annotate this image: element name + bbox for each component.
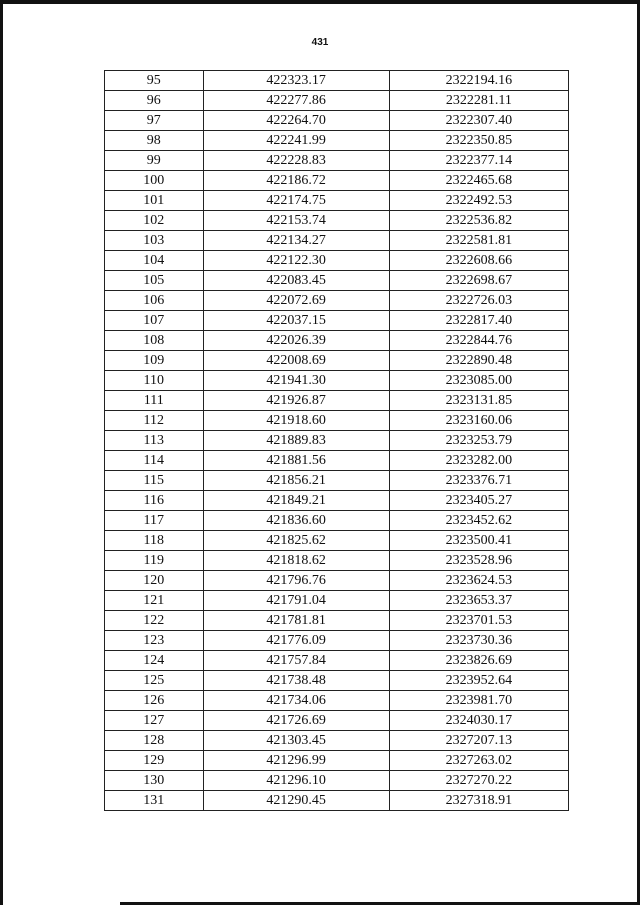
- northing-cell: 2327270.22: [389, 771, 568, 791]
- easting-cell: 422323.17: [203, 71, 389, 91]
- northing-cell: 2322844.76: [389, 331, 568, 351]
- easting-cell: 421836.60: [203, 511, 389, 531]
- table-row: [105, 591, 569, 611]
- point-number-cell: 118: [105, 531, 204, 551]
- easting-cell: 421918.60: [203, 411, 389, 431]
- table-row: [105, 151, 569, 171]
- easting-cell: 422174.75: [203, 191, 389, 211]
- point-number-cell: 128: [105, 731, 204, 751]
- northing-cell: 2323826.69: [389, 651, 568, 671]
- scan-border-top: [0, 0, 640, 4]
- point-number-cell: 117: [105, 511, 204, 531]
- table-row: [105, 531, 569, 551]
- easting-cell: 421791.04: [203, 591, 389, 611]
- point-number-cell: 122: [105, 611, 204, 631]
- northing-cell: 2322890.48: [389, 351, 568, 371]
- table-row: [105, 391, 569, 411]
- easting-cell: 421881.56: [203, 451, 389, 471]
- easting-cell: 421738.48: [203, 671, 389, 691]
- easting-cell: 422186.72: [203, 171, 389, 191]
- northing-cell: 2323730.36: [389, 631, 568, 651]
- northing-cell: 2323376.71: [389, 471, 568, 491]
- easting-cell: 421296.10: [203, 771, 389, 791]
- table-row: [105, 351, 569, 371]
- point-number-cell: 110: [105, 371, 204, 391]
- northing-cell: 2327207.13: [389, 731, 568, 751]
- point-number-cell: 108: [105, 331, 204, 351]
- easting-cell: 422277.86: [203, 91, 389, 111]
- coordinates-table: [104, 70, 569, 811]
- northing-cell: 2323085.00: [389, 371, 568, 391]
- point-number-cell: 105: [105, 271, 204, 291]
- scan-border-left: [0, 0, 3, 905]
- table-row: [105, 71, 569, 91]
- point-number-cell: 116: [105, 491, 204, 511]
- northing-cell: 2323282.00: [389, 451, 568, 471]
- easting-cell: 422153.74: [203, 211, 389, 231]
- table-row: [105, 731, 569, 751]
- easting-cell: 421734.06: [203, 691, 389, 711]
- point-number-cell: 100: [105, 171, 204, 191]
- point-number-cell: 114: [105, 451, 204, 471]
- table-row: [105, 451, 569, 471]
- northing-cell: 2322817.40: [389, 311, 568, 331]
- northing-cell: 2323952.64: [389, 671, 568, 691]
- point-number-cell: 99: [105, 151, 204, 171]
- table-row: [105, 571, 569, 591]
- easting-cell: 422037.15: [203, 311, 389, 331]
- easting-cell: 422008.69: [203, 351, 389, 371]
- table-row: [105, 91, 569, 111]
- table-row: [105, 111, 569, 131]
- point-number-cell: 104: [105, 251, 204, 271]
- easting-cell: 421303.45: [203, 731, 389, 751]
- northing-cell: 2322350.85: [389, 131, 568, 151]
- table-row: [105, 511, 569, 531]
- point-number-cell: 111: [105, 391, 204, 411]
- easting-cell: 422072.69: [203, 291, 389, 311]
- table-row: [105, 231, 569, 251]
- table-row: [105, 171, 569, 191]
- northing-cell: 2323981.70: [389, 691, 568, 711]
- easting-cell: 421781.81: [203, 611, 389, 631]
- easting-cell: 422026.39: [203, 331, 389, 351]
- easting-cell: 421926.87: [203, 391, 389, 411]
- point-number-cell: 98: [105, 131, 204, 151]
- point-number-cell: 112: [105, 411, 204, 431]
- point-number-cell: 126: [105, 691, 204, 711]
- easting-cell: 421818.62: [203, 551, 389, 571]
- point-number-cell: 113: [105, 431, 204, 451]
- easting-cell: 421889.83: [203, 431, 389, 451]
- table-row: [105, 651, 569, 671]
- table-row: [105, 691, 569, 711]
- table-row: [105, 551, 569, 571]
- easting-cell: 422083.45: [203, 271, 389, 291]
- table-row: [105, 771, 569, 791]
- easting-cell: 422264.70: [203, 111, 389, 131]
- table-row: [105, 411, 569, 431]
- table-row: [105, 331, 569, 351]
- northing-cell: 2323452.62: [389, 511, 568, 531]
- northing-cell: 2323131.85: [389, 391, 568, 411]
- table-row: [105, 371, 569, 391]
- point-number-cell: 124: [105, 651, 204, 671]
- table-row: [105, 291, 569, 311]
- easting-cell: 421825.62: [203, 531, 389, 551]
- easting-cell: 422228.83: [203, 151, 389, 171]
- point-number-cell: 127: [105, 711, 204, 731]
- point-number-cell: 101: [105, 191, 204, 211]
- northing-cell: 2322281.11: [389, 91, 568, 111]
- easting-cell: 421726.69: [203, 711, 389, 731]
- table-row: [105, 631, 569, 651]
- northing-cell: 2323160.06: [389, 411, 568, 431]
- point-number-cell: 107: [105, 311, 204, 331]
- northing-cell: 2324030.17: [389, 711, 568, 731]
- page-number: 431: [311, 37, 329, 48]
- point-number-cell: 115: [105, 471, 204, 491]
- point-number-cell: 102: [105, 211, 204, 231]
- easting-cell: 421856.21: [203, 471, 389, 491]
- northing-cell: 2322465.68: [389, 171, 568, 191]
- point-number-cell: 120: [105, 571, 204, 591]
- point-number-cell: 103: [105, 231, 204, 251]
- northing-cell: 2323405.27: [389, 491, 568, 511]
- table-row: [105, 311, 569, 331]
- point-number-cell: 125: [105, 671, 204, 691]
- point-number-cell: 106: [105, 291, 204, 311]
- table-row: [105, 711, 569, 731]
- point-number-cell: 121: [105, 591, 204, 611]
- northing-cell: 2322377.14: [389, 151, 568, 171]
- table-row: [105, 671, 569, 691]
- northing-cell: 2322698.67: [389, 271, 568, 291]
- easting-cell: 421796.76: [203, 571, 389, 591]
- table-row: [105, 131, 569, 151]
- northing-cell: 2327263.02: [389, 751, 568, 771]
- table-row: [105, 191, 569, 211]
- northing-cell: 2322307.40: [389, 111, 568, 131]
- point-number-cell: 129: [105, 751, 204, 771]
- point-number-cell: 95: [105, 71, 204, 91]
- easting-cell: 421776.09: [203, 631, 389, 651]
- northing-cell: 2323528.96: [389, 551, 568, 571]
- table-row: [105, 471, 569, 491]
- table-row: [105, 751, 569, 771]
- point-number-cell: 131: [105, 791, 204, 811]
- easting-cell: 421290.45: [203, 791, 389, 811]
- northing-cell: 2327318.91: [389, 791, 568, 811]
- northing-cell: 2323500.41: [389, 531, 568, 551]
- northing-cell: 2322726.03: [389, 291, 568, 311]
- table-row: [105, 211, 569, 231]
- easting-cell: 421757.84: [203, 651, 389, 671]
- easting-cell: 421941.30: [203, 371, 389, 391]
- point-number-cell: 123: [105, 631, 204, 651]
- point-number-cell: 109: [105, 351, 204, 371]
- table-row: [105, 491, 569, 511]
- table-row: [105, 791, 569, 811]
- northing-cell: 2322194.16: [389, 71, 568, 91]
- table-row: [105, 251, 569, 271]
- northing-cell: 2322536.82: [389, 211, 568, 231]
- table-row: [105, 271, 569, 291]
- easting-cell: 421296.99: [203, 751, 389, 771]
- easting-cell: 422122.30: [203, 251, 389, 271]
- easting-cell: 421849.21: [203, 491, 389, 511]
- point-number-cell: 96: [105, 91, 204, 111]
- northing-cell: 2322492.53: [389, 191, 568, 211]
- northing-cell: 2322608.66: [389, 251, 568, 271]
- easting-cell: 422134.27: [203, 231, 389, 251]
- northing-cell: 2322581.81: [389, 231, 568, 251]
- point-number-cell: 130: [105, 771, 204, 791]
- table-row: [105, 611, 569, 631]
- point-number-cell: 119: [105, 551, 204, 571]
- coordinates-table-body: [105, 71, 569, 811]
- northing-cell: 2323701.53: [389, 611, 568, 631]
- northing-cell: 2323653.37: [389, 591, 568, 611]
- northing-cell: 2323624.53: [389, 571, 568, 591]
- northing-cell: 2323253.79: [389, 431, 568, 451]
- easting-cell: 422241.99: [203, 131, 389, 151]
- point-number-cell: 97: [105, 111, 204, 131]
- table-row: [105, 431, 569, 451]
